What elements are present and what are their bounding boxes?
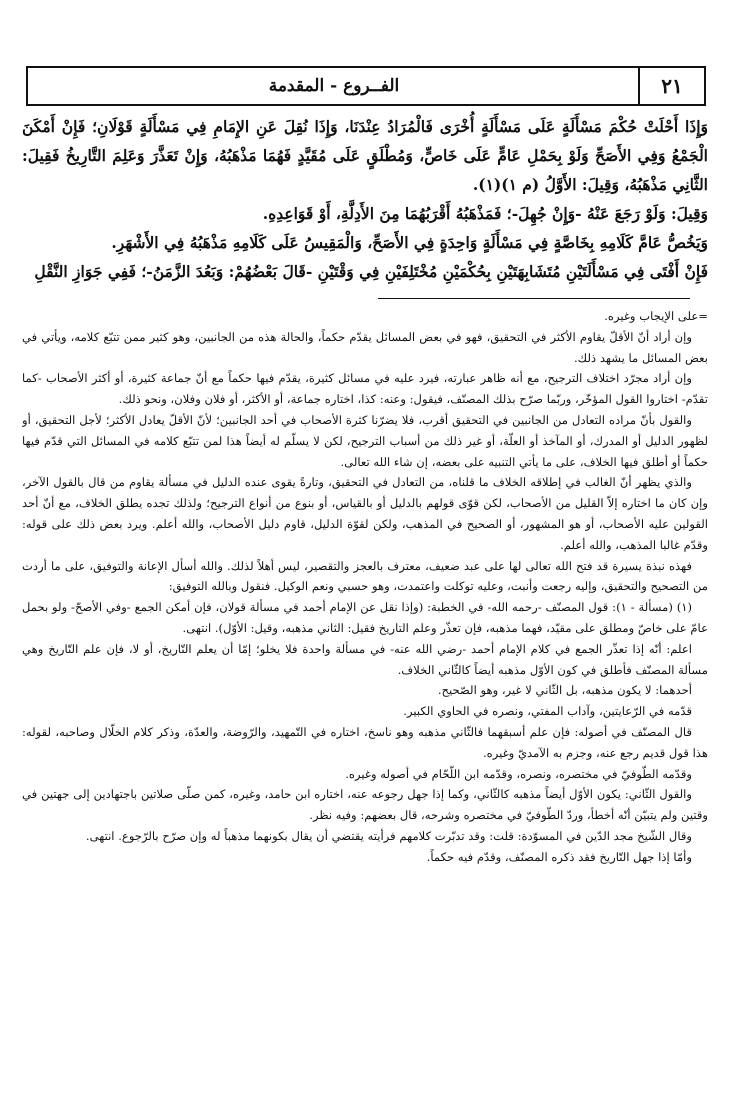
footnote-paragraph: =على الإيجاب وغيره. bbox=[604, 309, 708, 323]
running-title: الفــروع - المقدمة bbox=[268, 76, 400, 96]
footnote-paragraph: أحدهما: لا يكون مذهبه، بل الثّاني لا غير، وهو الصّحيح. bbox=[437, 683, 692, 698]
footnote-paragraph: قال المصنّف في أصوله: فإن علم أسبقهما فالثّاني مذهبه وهو ناسخ، اختاره في التّمهيد، والرّوضة، والعدّة، وذكر كلام الخلّال وصاحبه، لقوله: هذا قول قديم رجع عنه، وجزم به الآمديّ وغيره. bbox=[22, 724, 708, 760]
main-paragraph: وَقِيلَ: وَلَوْ رَجَعَ عَنْهُ -وَإِنْ جُهِلَ-؛ فَمَذْهَبُهُ أَقْرَبُهُمَا مِنَ الأَدِلَّةِ، أَوْ قَوَاعِدِهِ. bbox=[262, 204, 708, 223]
footnote-paragraph: اعلم: أنّه إذا تعذّر الجمع في كلام الإمام أحمد -رضي الله عنه- في مسألة واحدة فلا يخلو؛ إمّا أن يعلم التّاريخ، أو لا، فإن علم التّاريخ وهي مسألة المصنّف فأطلق في كون الأوّل مذهبه أيضاً كالثّاني الخلاف. bbox=[22, 641, 708, 677]
running-header bbox=[26, 66, 706, 106]
footnote-paragraph: وأمّا إذا جهل التّاريخ فقد ذكره المصنّف، وقدّم فيه حكماً. bbox=[426, 849, 692, 864]
footnote-paragraph: والقول الثّاني: يكون الأوّل أيضاً مذهبه كالثّاني، وكما إذا جهل رجوعه عنه، اختاره ابن حامد، وغيره، كمن صلّى صلاتين باجتهادين إلى جهتين في وقتين ولم يتبيّن أنّه أخطأ، وردّ الطّوفيّ في مختصره وشرحه، قال بعضهم: وفيه نظر. bbox=[22, 787, 708, 823]
footnote-paragraph: والقول بأنّ مراده التعادل من الجانبين في التحقيق أقرب، فلا يضرّنا كثرة الأصحاب في أحد الجانبين؛ لأنّ الأقلّ يعادل الأكثر؛ لأجل التحقيق، أو لظهور الدليل أو المدرك، أو المآخذ أو العلّة، أو غير ذلك من أسباب الترجيح، لكن لا يسلّم له أيضاً هذا لمن تتبّع كلامه في المسائل التي قدّم فيها حكماً أو أطلق فيها الخلاف، على ما يأتي التنبيه على بعضه، إن شاء الله تعالى. bbox=[22, 412, 708, 469]
footnote-paragraph: والذي يظهر أنّ الغالب في إطلاقه الخلاف ما قلناه، من التعادل في التحقيق، وتارةً يقوى عنده الدليل في مسألة يقاوم من قال بالقول الآخر، وإن كان ما اختاره إلاّ القليل من الأصحاب، لكن قوّى قولهم بالدليل أو بالقياس، أو بنوع من أنواع الترجيح؛ ولذلك تجده يطلق الخلاف، مع أنّ أحد القولين عليه الأصحاب، أو هو المشهور، أو الصحيح في المذهب، ولكن لقوّة الدليل، قاوم دليل الأصحاب، والله أعلم. ويرد بعض ذلك على قوله: وقدّم غالبا المذهب، والله أعلم. bbox=[22, 475, 708, 552]
main-paragraph: وَإِذَا أَحْلَتْ حُكْمَ مَسْأَلَةٍ عَلَى مَسْأَلَةٍ أُخْرَى فَالْمُرَادُ عِنْدَنَا، وَإِذَا نُقِلَ عَنِ الإِمَامِ فِي مَسْأَلَةٍ قَوْلَانِ؛ فَإِنْ أَمْكَنَ الْجَمْعُ وَفِي الأَصَحِّ وَلَوْ بِحَمْلِ عَامٍّ عَلَى خَاصٍّ، وَمُطْلَقٍ عَلَى مُقَيَّدٍ فَهُمَا مَذْهَبُهُ، وَإِنْ تَعَذَّرَ وَعَلِمَ التَّارِيخُ فَقِيلَ: الثَّانِي مَذْهَبُهُ، وَقِيلَ: الأَوَّلُ (م ١)(١). bbox=[22, 117, 708, 194]
footnote-paragraph: وقال الشّيخ مجد الدّين في المسوّدة: قلت: وقد تدبّرت كلامهم فرأيته يقتضي أن يقال بكونهما مذهباً له وإن صرّح بالرّجوع. انتهى. bbox=[85, 828, 692, 843]
page-number: ٢١ bbox=[638, 68, 704, 104]
main-paragraph: فَإِنْ أَفْتَى فِي مَسْأَلَتَيْنِ مُتَشَابِهَتَيْنِ بِحُكْمَيْنِ مُخْتَلِفَيْنِ فِي وَقْتَيْنِ -قَالَ بَعْضُهُمْ: وَبَعُدَ الزَّمَنُ-؛ فَفِي جَوَازِ النَّقْلِ bbox=[34, 262, 708, 281]
main-paragraph: وَيَخُصُّ عَامَّ كَلَامِهِ بِخَاصَّةٍ فِي مَسْأَلَةٍ وَاحِدَةٍ فِي الأَصَحِّ، وَالْمَقِيسُ عَلَى كَلَامِهِ مَذْهَبُهُ فِي الأَشْهَرِ. bbox=[111, 233, 708, 252]
footnote-separator bbox=[378, 298, 690, 299]
main-text bbox=[22, 112, 708, 286]
footnote-paragraph: وإن أراد أنّ الأقلّ يقاوم الأكثر في التحقيق، فهو في بعض المسائل يقدّم حكماً، والحالة هذه من الجانبين، وهو كثير ممن تتبّع كلامه، ويأتي في بعض المسائل ما يشهد ذلك. bbox=[22, 329, 708, 365]
footnotes bbox=[22, 306, 708, 1096]
footnote-paragraph: فهذه نبذة يسيرة قد فتح الله تعالى لها على عبد ضعيف، معترف بالعجز والتقصير، ليس أهلاً لذلك. والله أسأل الإعانة والتوفيق، على ما أردت من التصحيح والتحقيق، وإليه رجعت وأنبت، وعليه توكلت واعتمدت، وهو حسبي ونعم الوكيل. فنقول وبالله التوفيق: bbox=[22, 558, 708, 594]
footnote-paragraph: وإن أراد مجرّد اختلاف الترجيح، مع أنه ظاهر عبارته، فيرد عليه في مسائل كثيرة، يقدّم فيها حكماً مع أنّ جماعة كثيرة، أو أكثر الأصحاب -كما تقدّم- اختاروا القول المؤخّر، وربّما صرّح بذلك المصنّف، فيقول: وعنه: كذا، اختاره جماعة، أو الأكثر، أو فلان وفلان، ونحو ذلك. bbox=[22, 371, 708, 407]
footnote-paragraph: (١) (مسألة - ١): قول المصنّف -رحمه الله- في الخطبة: (وإذا نقل عن الإمام أحمد في مسألة قولان، فإن أمكن الجمع -وفي الأصحّ- ولو بحمل عامّ على خاصّ ومطلق على مقيّد، فهما مذهبه، فإن تعذّر وعلم التاريخ فقيل: الثاني مذهبه، وقيل: الأوّل). انتهى. bbox=[22, 600, 708, 635]
footnote-paragraph: وقدّمه الطّوفيّ في مختصره، ونصره، وقدّمه ابن اللّحّام في أصوله وغيره. bbox=[345, 766, 692, 781]
footnote-paragraph: قدّمه في الرّعايتين، وآداب المفتي، ونصره في الحاوي الكبير. bbox=[403, 704, 692, 719]
